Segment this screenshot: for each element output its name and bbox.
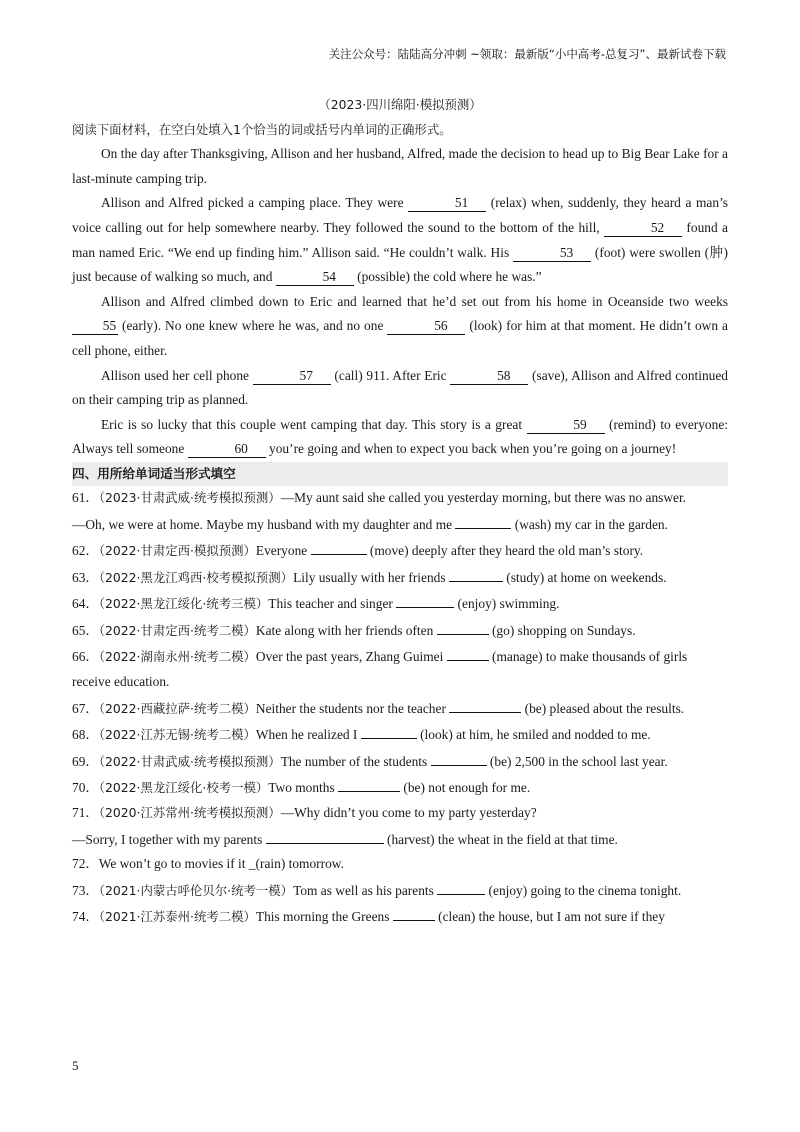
page-number: 5: [72, 1058, 79, 1073]
question-70: 70．（2022·黑龙江绥化·校考一模）Two months (be) not enough for me.: [72, 774, 728, 801]
answer-blank-74[interactable]: [393, 903, 435, 921]
question-71-answer-line: —Sorry, I together with my parents (harvest) the wheat in the field at that time.: [72, 826, 728, 853]
answer-blank-65[interactable]: [437, 617, 489, 635]
blank-58[interactable]: 58: [450, 367, 528, 385]
answer-blank-64[interactable]: [396, 590, 454, 608]
blank-60[interactable]: 60: [188, 440, 266, 458]
question-72: 72．We won’t go to movies if it _(rain) tomorrow.: [72, 856, 344, 872]
blank-56[interactable]: 56: [387, 317, 465, 335]
passage-source: （2023·四川绵阳·模拟预测）: [318, 97, 482, 112]
answer-blank-66[interactable]: [447, 643, 489, 661]
blank-54[interactable]: 54: [276, 268, 354, 286]
blank-57[interactable]: 57: [253, 367, 331, 385]
question-73: 73．（2021·内蒙古呼伦贝尔·统考一模）Tom as well as his parents (enjoy) going to the cinema tonight.: [72, 877, 728, 904]
passage-instruction: 阅读下面材料，在空白处填入1个恰当的词或括号内单词的正确形式。: [72, 121, 452, 137]
answer-blank-70[interactable]: [338, 774, 400, 792]
blank-55[interactable]: 55: [72, 317, 118, 335]
answer-blank-62[interactable]: [311, 537, 367, 555]
question-69: 69．（2022·甘肃武威·统考模拟预测）The number of the students (be) 2,500 in the school last year.: [72, 748, 728, 775]
blank-51[interactable]: 51: [408, 194, 486, 212]
question-68: 68．（2022·江苏无锡·统考二模）When he realized I (look) at him, he smiled and nodded to me.: [72, 721, 728, 748]
question-61: 61．（2023·甘肃武威·统考模拟预测）—My aunt said she called you yesterday morning, but there was no answer.: [72, 489, 687, 505]
question-61-answer-line: —Oh, we were at home. Maybe my husband with my daughter and me (wash) my car in the garden.: [72, 511, 728, 538]
question-66: 66．（2022·湖南永州·统考二模）Over the past years, Zhang Guimei (manage) to make thousands of girls receive education.: [72, 643, 728, 694]
blank-59[interactable]: 59: [527, 416, 605, 434]
question-64: 64．（2022·黑龙江绥化·统考三模）This teacher and singer (enjoy) swimming.: [72, 590, 728, 617]
question-65: 65．（2022·甘肃定西·统考二模）Kate along with her friends often (go) shopping on Sundays.: [72, 617, 728, 644]
page-content: [72, 93, 728, 930]
passage-paragraph-1: On the day after Thanksgiving, Allison and her husband, Alfred, made the decision to head up to Big Bear Lake for a last-minute camping trip.: [72, 146, 728, 186]
answer-blank-67[interactable]: [449, 695, 521, 713]
answer-blank-69[interactable]: [431, 748, 487, 766]
question-71: 71．（2020·江苏常州·统考模拟预测）—Why didn’t you come to my party yesterday?: [72, 805, 537, 821]
answer-blank-71[interactable]: [266, 826, 384, 844]
answer-blank-63[interactable]: [449, 564, 503, 582]
answer-blank-68[interactable]: [361, 721, 417, 739]
question-62: 62．（2022·甘肃定西·模拟预测）Everyone (move) deeply after they heard the old man’s story.: [72, 537, 728, 564]
blank-53[interactable]: 53: [513, 244, 591, 262]
question-67: 67．（2022·西藏拉萨·统考二模）Neither the students nor the teacher (be) pleased about the results.: [72, 695, 728, 722]
passage-paragraph-5: Eric is so lucky that this couple went camping that day. This story is a great 59 (remind) to everyone: Always tell someone 60 you’re going and when to expect you back when you’re going on a journey!: [72, 416, 728, 457]
passage-paragraph-4: Allison used her cell phone 57 (call) 911. After Eric 58 (save), Allison and Alfred continued on their camping trip as planned.: [72, 367, 728, 408]
promo-header: 关注公众号：陆陆高分冲刺 ~领取：最新版“小中高考-总复习”、最新试卷下载: [328, 47, 726, 61]
passage-paragraph-2: Allison and Alfred picked a camping place. They were 51 (relax) when, suddenly, they heard a man’s voice calling out for help somewhere nearby. They followed the sound to the bottom of the hill, 52 found a man named Eric. “We end up finding him.” Allison said. “He couldn’t walk. His 53 (foot) were swollen (肿) just because of walking so much, and 54 (possible) the cold where he was.”: [72, 195, 728, 285]
question-74: 74．（2021·江苏泰州·统考二模）This morning the Greens (clean) the house, but I am not sure if they: [72, 903, 728, 930]
question-63: 63．（2022·黑龙江鸡西·校考模拟预测）Lily usually with her friends (study) at home on weekends.: [72, 564, 728, 591]
answer-blank-73[interactable]: [437, 877, 485, 895]
section-title: 四、用所给单词适当形式填空: [72, 462, 728, 486]
blank-52[interactable]: 52: [604, 219, 682, 237]
answer-blank-61[interactable]: [455, 511, 511, 529]
passage-paragraph-3: Allison and Alfred climbed down to Eric and learned that he’d set out from his home in Oceanside two weeks 55 (early). No one knew where he was, and no one 56 (look) for him at that moment. He didn’t own a cell phone, either.: [72, 293, 728, 358]
